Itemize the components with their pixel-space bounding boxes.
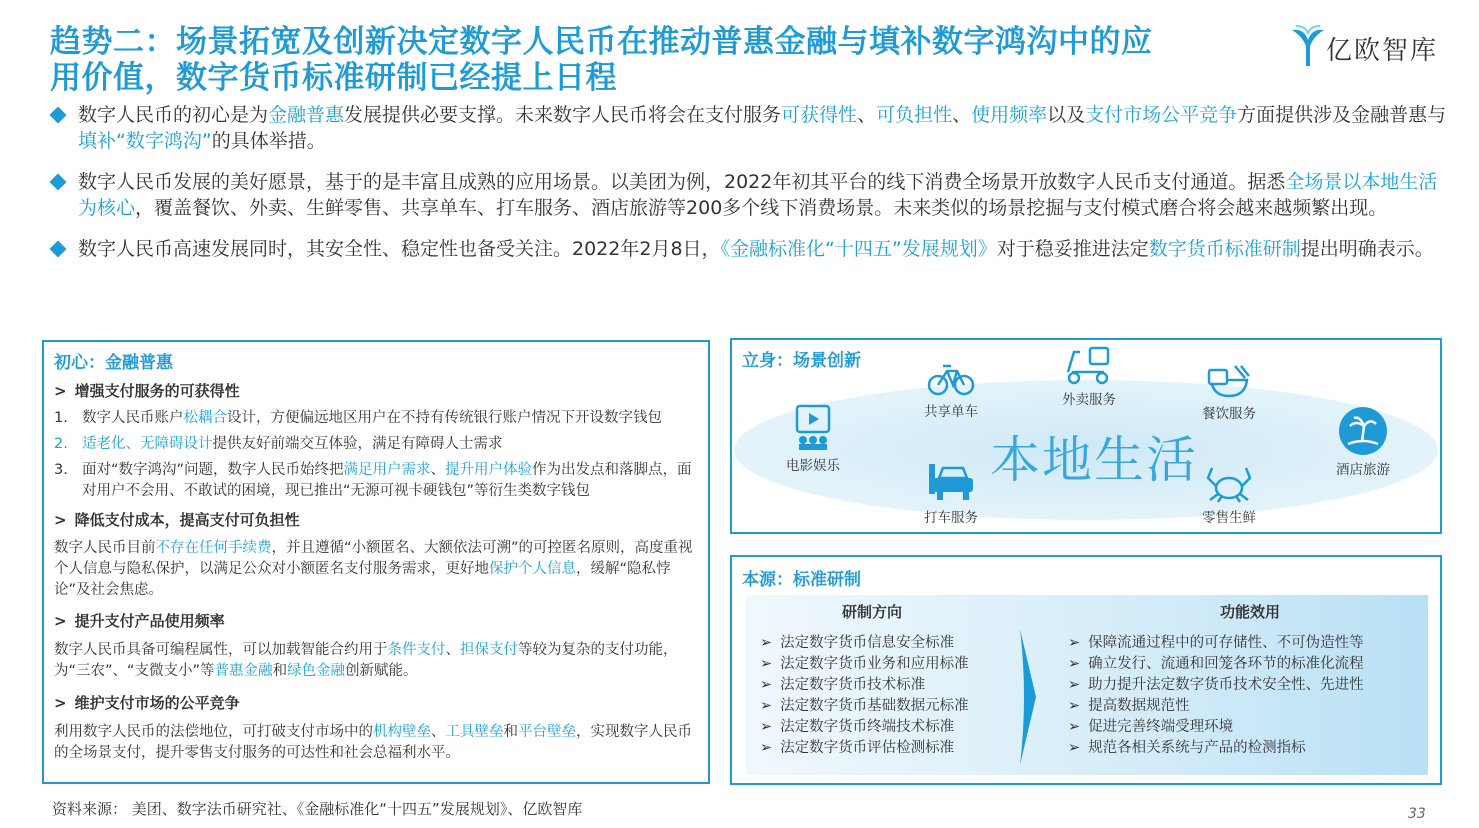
standards-panel [730,555,1442,785]
highlight-text: 工具壁垒 [445,724,504,740]
list-item-text: 法定数字货币终端技术标准 [780,719,955,735]
bullet-1 [52,102,1447,154]
arrow-bullet-icon: ➢ [760,635,773,651]
chevron-right-icon: > [54,612,67,630]
title-line-2: 用价值，数字货币标准研制已经提上日程 [50,60,617,96]
arrow-bullet-icon: ➢ [1068,656,1081,672]
scene-shared-bike: 共享单车 [906,358,996,420]
text-run: 以及 [1047,104,1086,126]
list-item-text: 法定数字货币业务和应用标准 [780,656,969,672]
text-run: 、 [857,104,877,126]
highlight-text: 适老化、无障碍设计 [82,436,213,452]
diamond-icon [50,174,67,191]
list-item-text: 法定数字货币基础数据元标准 [780,698,969,714]
col-head-direction: 研制方向 [842,603,903,621]
direction-list [760,633,969,759]
highlight-text: 满足用户需求 [343,462,431,478]
highlight-text: 条件支付 [387,642,446,658]
section-text [54,722,694,764]
list-item-text: 促进完善终端受理环境 [1088,719,1234,735]
list-item [1068,717,1364,738]
highlight-text: 不存在任何手续费 [155,540,272,556]
diamond-icon [50,241,67,258]
chevron-right-icon: > [54,511,67,529]
text-run: 对于稳妥推进法定 [996,238,1149,260]
scene-delivery: 外卖服务 [1044,342,1134,408]
highlight-text: 全场景以本地生活为核心 [78,171,1438,219]
arrow-right-icon [1018,627,1038,767]
list-item-text: 规范各相关系统与产品的检测指标 [1088,740,1306,756]
yiou-logo-icon [1290,24,1326,68]
text-run: 数字人民币目前 [54,540,156,556]
arrow-bullet-icon: ➢ [760,719,773,735]
chevron-right-icon: > [54,694,67,712]
highlight-text: 提升用户体验 [445,462,533,478]
scene-innovation-panel [730,338,1442,534]
standards-box [746,595,1428,775]
highlight-text: 数字货币标准研制 [1148,238,1301,260]
diamond-icon [50,107,67,124]
bullet-3 [52,236,1447,262]
text-run: 提出明确表示。 [1300,238,1434,260]
text-run: 作为出发点和落脚点，面对用户不会用、不敢试的困境，现已推出“无源可视卡硬钱包”等衍生类数字钱包 [82,462,692,499]
financial-inclusion-panel [42,340,710,784]
list-item [54,434,704,455]
list-item-text: 保障流通过程中的可存储性、不可伪造性等 [1088,635,1364,651]
text-run: 、 [431,724,446,740]
list-item [1068,675,1364,696]
logo-text: 亿欧智库 [1326,36,1439,66]
text-run: 和 [272,663,288,679]
section-title: > 增强支付服务的可获得性 [54,382,240,400]
list-item-text: 法定数字货币评估检测标准 [780,740,955,756]
panel-heading: 初心：金融普惠 [54,353,173,373]
arrow-bullet-icon: ➢ [760,698,773,714]
scene-hotel-travel: 酒店旅游 [1318,406,1408,478]
highlight-text: 填补“数字鸿沟” [78,130,212,152]
text-run: 数字人民币具备可编程属性，可以加载智能合约用于 [54,642,388,658]
highlight-text: 使用频率 [971,104,1048,126]
highlight-text: 支付市场公平竞争 [1085,104,1238,126]
item-number: 2. [54,436,68,452]
text-run: 提供友好前端交互体验，满足有障碍人士需求 [212,436,503,452]
list-item [760,717,969,738]
bullet-text [78,171,1437,219]
effect-list [1068,633,1364,759]
list-item-text: 确立发行、流通和回笼各环节的标准化流程 [1088,656,1364,672]
text-run: ，覆盖餐饮、外卖、生鲜零售、共享单车、打车服务、酒店旅游等200多个线下消费场景。未来类似的场景挖掘与支付模式磨合将会越来越频繁出现。 [135,197,1388,219]
arrow-bullet-icon: ➢ [1068,635,1081,651]
arrow-bullet-icon: ➢ [760,656,773,672]
scene-taxi: 打车服务 [906,458,996,526]
local-life-title: 本地生活 [990,431,1198,489]
food-bowl-icon [1205,362,1253,400]
arrow-bullet-icon: ➢ [1068,677,1081,693]
intro-bullets [52,102,1447,277]
list-item [1068,696,1364,717]
taxi-icon [927,458,975,504]
bullet-text [78,238,1434,260]
highlight-text: 普惠金融 [214,663,273,679]
list-item [1068,654,1364,675]
arrow-bullet-icon: ➢ [1068,698,1081,714]
list-item [760,738,969,759]
movie-icon [793,404,833,452]
island-icon [1338,406,1388,456]
highlight-text: 《金融标准化“十四五”发展规划》 [720,238,997,260]
title-line-1: 趋势二：场景拓宽及创新决定数字人民币在推动普惠金融与填补数字鸿沟中的应 [50,24,1153,60]
highlight-text: 保护个人信息 [489,561,576,577]
page-number: 33 [1408,806,1426,822]
text-run: 数字人民币的初心是为 [78,104,269,126]
highlight-text: 可获得性 [781,104,858,126]
list-item [760,654,969,675]
bullet-text [78,104,1446,152]
list-item-text: 法定数字货币技术标准 [780,677,926,693]
item-number: 3. [54,462,68,478]
list-item [760,696,969,717]
item-number: 1. [54,410,68,426]
text-run: 、 [445,642,460,658]
text-run: 利用数字人民币的法偿地位，可打破支付市场中的 [54,724,373,740]
highlight-text: 可负担性 [876,104,953,126]
panel-heading: 本源：标准研制 [742,570,861,590]
text-run: ，并且遵循“小额匿名、大额依法可溯”的可控匿名原则，高度重视个人信息与隐私保护，以满足公众对小额匿名支付服务需求，更好地 [54,540,693,577]
source-note: 资料来源： 美团、数字法币研究社、《金融标准化“十四五”发展规划》、亿欧智库 [52,800,583,818]
col-head-effect: 功能效用 [1220,603,1281,621]
panel-heading: 立身：场景创新 [742,351,861,371]
list-item-text: 助力提升法定数字货币技术安全性、先进性 [1088,677,1364,693]
text-run: 发展提供必要支撑。未来数字人民币将会在支付服务 [344,104,782,126]
section-title: > 降低支付成本，提高支付可负担性 [54,511,300,529]
list-item-text: 法定数字货币信息安全标准 [780,635,955,651]
highlight-text: 金融普惠 [268,104,345,126]
text-run: 创新赋能。 [345,663,418,679]
text-run: 和 [503,724,518,740]
section-title: > 维护支付市场的公平竞争 [54,694,240,712]
delivery-scooter-icon [1064,342,1114,386]
list-item-text: 提高数据规范性 [1088,698,1190,714]
scene-fresh-retail: 零售生鲜 [1184,462,1274,526]
scene-dining: 餐饮服务 [1184,362,1274,422]
text-run: 数字人民币账户 [82,410,184,426]
list-item [54,460,704,502]
text-run: ，缓解“隐私悖论”及社会焦虑。 [54,561,671,598]
text-run: 方面提供涉及金融普惠与 [1237,104,1447,126]
highlight-text: 机构壁垒 [373,724,431,740]
text-run: 的具体举措。 [211,130,326,152]
highlight-text: 担保支付 [460,642,518,658]
section-title: > 提升支付产品使用频率 [54,612,225,630]
list-item [760,675,969,696]
arrow-bullet-icon: ➢ [1068,719,1081,735]
arrow-bullet-icon: ➢ [760,740,773,756]
text-run: 面对“数字鸿沟”问题，数字人民币始终把 [82,462,344,478]
scene-movie: 电影娱乐 [768,404,858,474]
highlight-text: 绿色金融 [287,663,346,679]
list-item [54,408,704,429]
crab-icon [1204,462,1254,504]
list-item [1068,633,1364,654]
highlight-text: 平台壁垒 [518,724,576,740]
text-run: ，实现数字人民币的全场景支付，提升零售支付服务的可达性和社会总福利水平。 [54,724,692,761]
text-run: 、 [952,104,972,126]
bullet-2 [52,169,1447,221]
chevron-right-icon: > [54,382,67,400]
logo [1290,24,1460,68]
text-run: 等较为复杂的支付功能，为“三农”、“支微支小”等 [54,642,678,679]
text-run: 数字人民币高速发展同时，其安全性、稳定性也备受关注。2022年2月8日， [78,238,721,260]
bicycle-icon [927,358,975,398]
section-text [54,640,694,682]
text-run: 、 [430,462,446,478]
highlight-text: 松耦合 [183,410,227,426]
text-run: 数字人民币发展的美好愿景，基于的是丰富且成熟的应用场景。以美团为例，2022年初其平台的线下消费全场景开放数字人民币支付通道。据悉 [78,171,1286,193]
section-text [54,538,694,601]
arrow-bullet-icon: ➢ [760,677,773,693]
list-item [1068,738,1364,759]
list-item [760,633,969,654]
page-title [50,24,1250,96]
arrow-bullet-icon: ➢ [1068,740,1081,756]
text-run: 设计，方便偏远地区用户在不持有传统银行账户情况下开设数字钱包 [227,410,662,426]
